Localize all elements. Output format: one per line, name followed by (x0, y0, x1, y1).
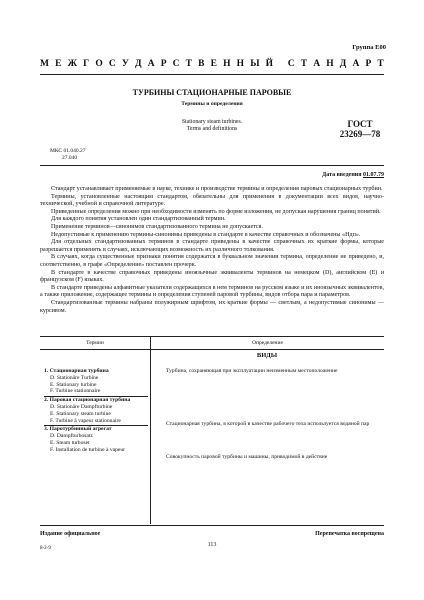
section-heading: ВИДЫ (256, 352, 278, 359)
heading-letter: Ы (250, 59, 260, 69)
table-row-definition: Совокупность паровой турбины и машины, приводимой в действие (166, 454, 328, 460)
term-equivalent: E. Steam turboset (50, 439, 90, 446)
term-equivalent: E. Stationary steam turbine (50, 410, 111, 417)
heading-letter: С (287, 59, 295, 69)
mks-rule (40, 165, 384, 166)
term-name: 2. Паровая стационарная турбина (44, 397, 131, 404)
heading-letter: Е (55, 59, 62, 69)
paragraph: Для отдельных стандартизованных терминов в стандарте приведены в качестве справочных их краткие формы, которые разрешается применять в случаях, исключающих возможность их различного толкования. (40, 239, 384, 253)
heading-letter: М (40, 59, 49, 69)
heading-letter: Т (377, 59, 384, 69)
heading-letter: С (172, 59, 180, 69)
gost-label: ГОСТ (347, 119, 373, 129)
date-label: Дата введения (322, 172, 362, 178)
gost-designation (330, 119, 390, 139)
heading-letter: Н (236, 59, 245, 69)
term-equivalent: F. Installation de turbine à vapeur (50, 446, 126, 453)
page-number: 113 (207, 542, 217, 548)
heading-letter: Ж (67, 59, 77, 69)
heading-letter: Е (210, 59, 217, 69)
mks-codes (50, 148, 85, 162)
term-equivalent: D. Stationäre Turbine (50, 374, 99, 381)
term-equivalent: F. Turbine stationnaire (50, 388, 101, 395)
term-name: 1. Стационарная турбина (44, 368, 109, 374)
group-code: Группа Е00 (352, 44, 386, 51)
paragraph: Приведенные определения можно при необходимости изменять по форме изложения, не допуская нарушения границ понятий. (51, 208, 381, 215)
heading-letter: А (313, 59, 321, 69)
term-block (44, 368, 148, 397)
table-row-term (44, 368, 148, 454)
mks-code-1: МКС 01.040.27 (50, 148, 86, 154)
heading-letter: А (352, 59, 360, 69)
heading-letter: С (108, 59, 116, 69)
paragraph: Термины, установленные настоящим стандартом, обязательны для применения в документации всех видов, научно-технической, учебной и справочной литературе. (40, 193, 384, 208)
table-column-divider (150, 348, 151, 524)
table-bottom-rule (40, 525, 384, 526)
paragraph: В стандарте приведены алфавитные указатели содержащихся в нем терминов на русском языке и их иноязычных эквивалентов, а также приложение, содержащее термины и определения ступеней паровой турбины, видов отбора пара и параметров. (40, 284, 384, 299)
heading-letter: Й (265, 59, 274, 69)
preamble-text (40, 186, 384, 315)
document-title: ТУРБИНЫ СТАЦИОНАРНЫЕ ПАРОВЫЕ (132, 88, 292, 97)
heading-letter: Д (135, 59, 142, 69)
table-row-definition: Стационарная турбина, в которой в качестве рабочего тела используется водяной пар (166, 421, 370, 427)
heading-letter (279, 59, 281, 69)
heading-letter: Р (365, 59, 372, 69)
heading-letter: О (95, 59, 103, 69)
print-code: 8-2-9 (40, 546, 51, 551)
paragraph: Стандартизованные термины набраны полужирным шрифтом, их краткие формы — светлым, а недопустимые синонимы — курсивом. (40, 299, 384, 314)
paragraph: Недопустимые к применению термины-синонимы приведены в стандарте в качестве справочных и обозначены «Ндп». (51, 231, 361, 238)
heading-letter: Г (83, 59, 90, 69)
term-equivalent: E. Stationary turbine (50, 381, 97, 388)
column-header-term: Термин (40, 337, 151, 349)
terms-table-header (40, 336, 384, 350)
term-block (44, 426, 148, 453)
term-equivalent: D. Dampfturbosatz (50, 433, 93, 440)
heading-letter: А (147, 59, 155, 69)
introduction-date (322, 172, 384, 178)
gost-number: 23269—78 (339, 129, 381, 139)
heading-letter: Н (326, 59, 334, 69)
header-rule (40, 74, 384, 75)
term-block (44, 397, 148, 426)
heading-letter: У (121, 59, 129, 69)
official-edition-label: Издание официальное (40, 531, 101, 537)
table-row-definition: Турбина, сохраняющая при эксплуатации неизменным местоположение (166, 368, 338, 374)
heading-letter: Т (300, 59, 308, 69)
heading-letter: Т (185, 59, 193, 69)
reprint-prohibited-label: Перепечатка воспрещена (315, 531, 384, 537)
paragraph: Стандарт устанавливает применяемые в науке, технике и производстве термины и определения паровых стационарных турбин. (51, 186, 383, 192)
term-equivalent: F. Turbine à vapeur stationnaire (50, 417, 121, 424)
date-value: 01.07.79 (363, 172, 384, 178)
paragraph: Применение терминов—синонимов стандартизованного термина не допускается. (51, 223, 263, 230)
heading-letter: Д (339, 59, 347, 69)
document-subtitle: Термины и определения (181, 101, 243, 107)
title-english-1: Stationary steam turbines. (181, 119, 243, 125)
heading-letter: Н (223, 59, 231, 69)
interstate-standard-heading (40, 59, 384, 69)
paragraph: В стандарте в качестве справочных приведены иноязычные эквиваленты терминов на немецком (D), английском (E) и французском (F) языках. (40, 269, 384, 284)
title-english-2: Terms and definitions (186, 126, 238, 132)
heading-letter: В (198, 59, 205, 69)
paragraph: В случаях, когда существенные признаки понятия содержатся в буквальном значении термина, определение не приведено, и, соответственно, в графе «Определение» поставлен прочерк. (40, 254, 384, 268)
column-header-definition: Определение (252, 340, 283, 346)
term-equivalent: D. Stationäre Dampfturbine (50, 403, 113, 410)
heading-letter: Р (160, 59, 167, 69)
paragraph: Для каждого понятия установлен один стандартизованный термин. (51, 216, 226, 223)
term-name: 3. Паротурбинный агрегат (44, 426, 112, 433)
mks-code-2: 27.040 (62, 155, 78, 161)
